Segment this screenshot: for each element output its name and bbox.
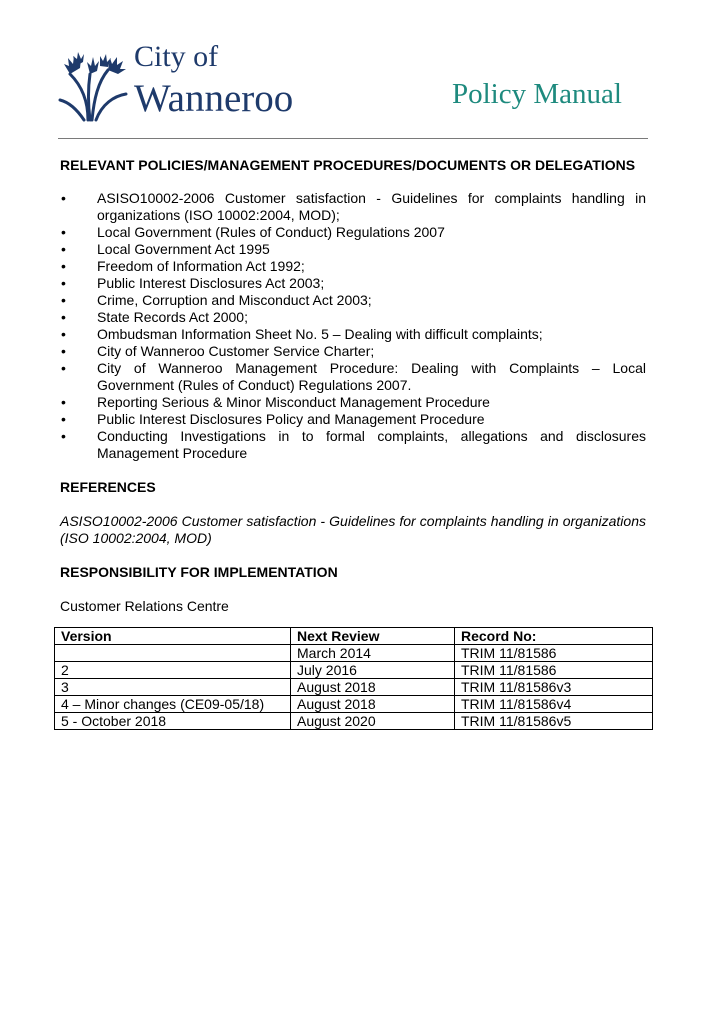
references-heading: REFERENCES <box>60 479 156 495</box>
list-item: • Reporting Serious & Minor Misconduct Management Procedure <box>61 394 490 410</box>
list-item: • ASISO10002-2006 Customer satisfaction - Guidelines for complaints handling in organizations (ISO 10002:2004, MOD); <box>61 190 646 223</box>
table-row <box>55 679 653 696</box>
header-divider <box>58 138 648 139</box>
cell-record-no: TRIM 11/81586 <box>455 662 653 679</box>
cell-version: 4 – Minor changes (CE09-05/18) <box>55 696 291 713</box>
table-header-row <box>55 628 653 645</box>
list-item: • City of Wanneroo Customer Service Charter; <box>61 343 375 359</box>
table-row <box>55 662 653 679</box>
cell-version: 5 - October 2018 <box>55 713 291 730</box>
column-header-record-no: Record No: <box>455 628 653 645</box>
list-item: • Public Interest Disclosures Act 2003; <box>61 275 325 291</box>
kangaroo-paw-flower-icon <box>58 44 130 122</box>
list-item: • Ombudsman Information Sheet No. 5 – Dealing with difficult complaints; <box>61 326 543 342</box>
list-item: • Public Interest Disclosures Policy and Management Procedure <box>61 411 485 427</box>
cell-record-no: TRIM 11/81586v3 <box>455 679 653 696</box>
list-item: • Local Government (Rules of Conduct) Regulations 2007 <box>61 224 445 240</box>
cell-next-review: July 2016 <box>291 662 455 679</box>
related-documents-heading: RELEVANT POLICIES/MANAGEMENT PROCEDURES/DOCUMENTS OR DELEGATIONS <box>60 157 636 173</box>
cell-version <box>55 645 291 662</box>
cell-next-review: August 2018 <box>291 679 455 696</box>
document-body <box>60 154 646 615</box>
list-item: • Freedom of Information Act 1992; <box>61 258 305 274</box>
table-row <box>55 696 653 713</box>
list-item: • Conducting Investigations in to formal complaints, allegations and disclosures Management Procedure <box>61 428 646 461</box>
table-row <box>55 713 653 730</box>
cell-record-no: TRIM 11/81586v4 <box>455 696 653 713</box>
related-documents-list <box>60 190 646 462</box>
cell-next-review: March 2014 <box>291 645 455 662</box>
list-item: • State Records Act 2000; <box>61 309 248 325</box>
cell-record-no: TRIM 11/81586v5 <box>455 713 653 730</box>
column-header-version: Version <box>55 628 291 645</box>
page-header <box>0 0 705 140</box>
version-history-table <box>54 627 653 730</box>
city-logo <box>58 40 323 125</box>
cell-next-review: August 2020 <box>291 713 455 730</box>
cell-version: 2 <box>55 662 291 679</box>
responsibility-heading: RESPONSIBILITY FOR IMPLEMENTATION <box>60 564 338 580</box>
list-item: • City of Wanneroo Management Procedure: Dealing with Complaints – Local Government (Rules of Conduct) Regulations 2007. <box>61 360 646 393</box>
cell-record-no: TRIM 11/81586 <box>455 645 653 662</box>
column-header-next-review: Next Review <box>291 628 455 645</box>
document-type-title: Policy Manual <box>452 78 622 110</box>
list-item: • Crime, Corruption and Misconduct Act 2003; <box>61 292 372 308</box>
cell-version: 3 <box>55 679 291 696</box>
responsibility-text: Customer Relations Centre <box>60 598 229 614</box>
list-item: • Local Government Act 1995 <box>61 241 270 257</box>
logo-line-1: City of <box>134 40 219 73</box>
table-row <box>55 645 653 662</box>
cell-next-review: August 2018 <box>291 696 455 713</box>
references-text: ASISO10002-2006 Customer satisfaction - Guidelines for complaints handling in organizations (ISO 10002:2004, MOD) <box>60 513 646 546</box>
logo-line-2: Wanneroo <box>134 77 294 120</box>
